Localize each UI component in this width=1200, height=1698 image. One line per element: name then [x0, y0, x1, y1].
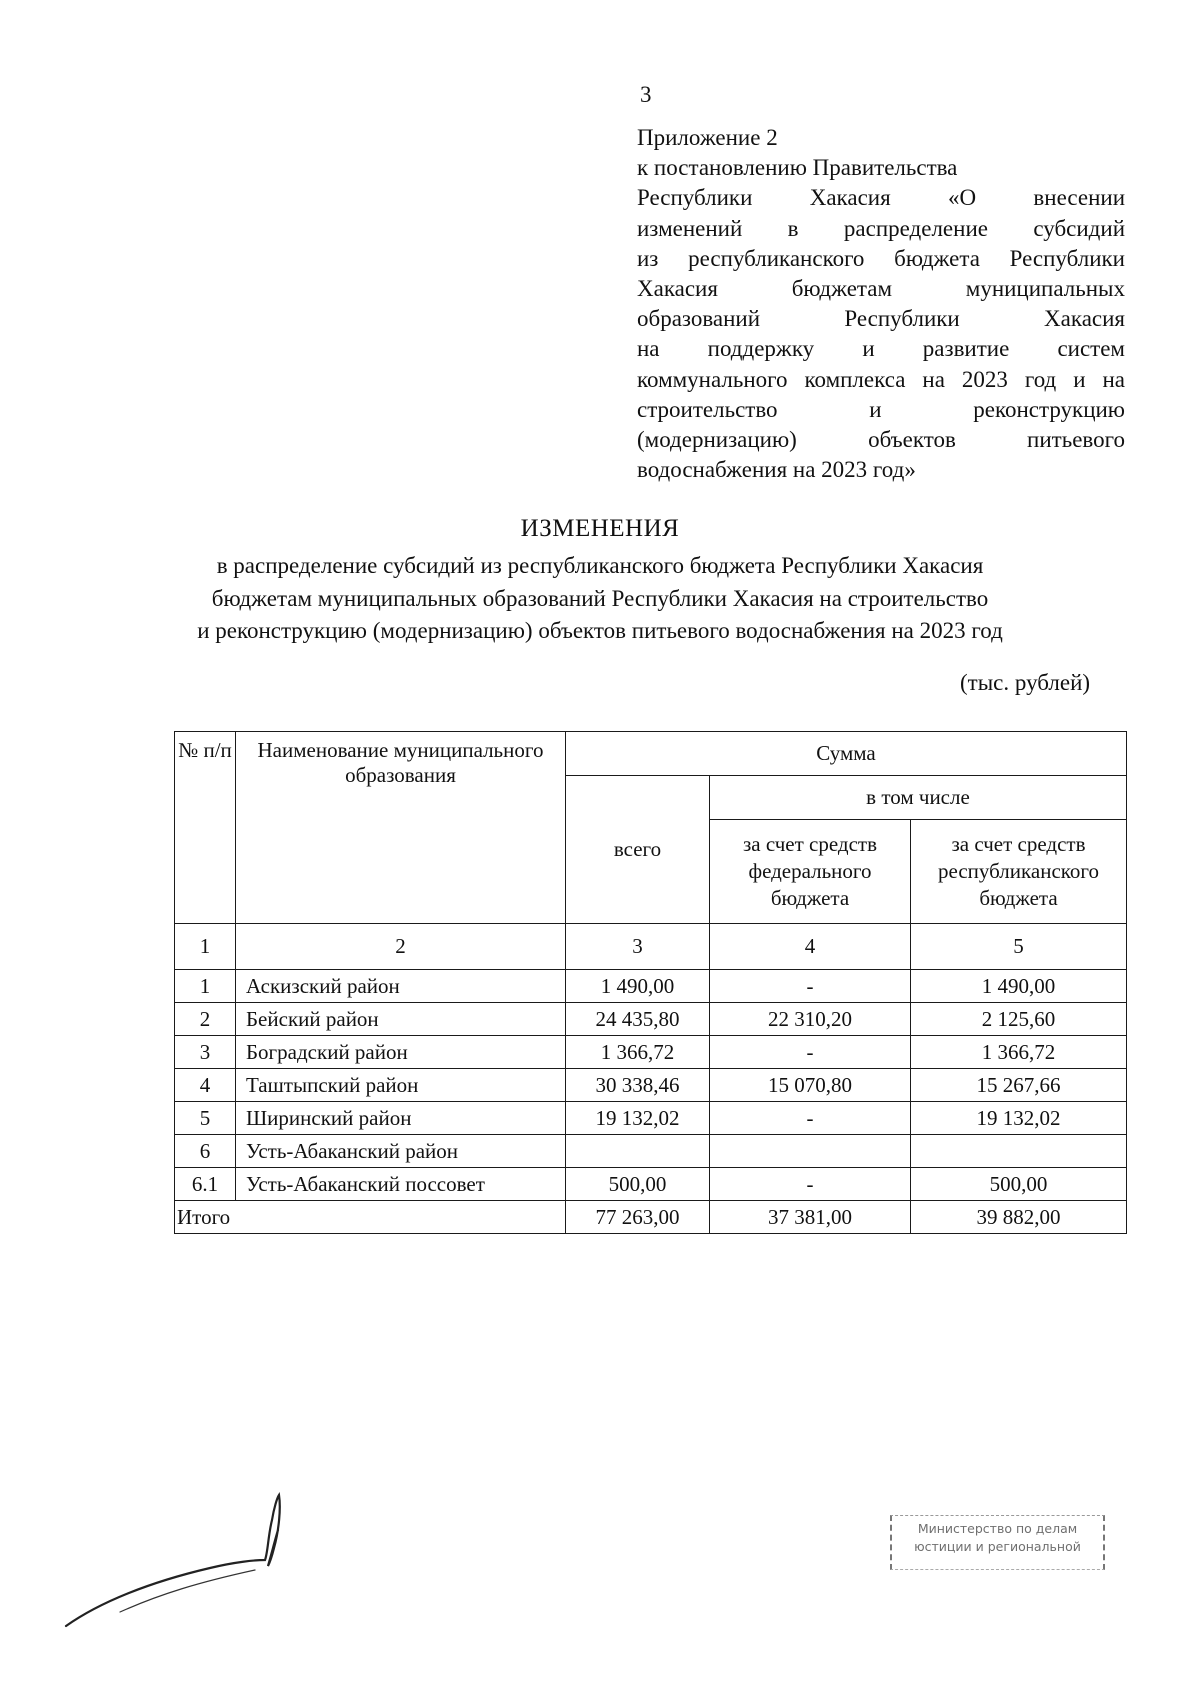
appendix-line: Хакасия бюджетам муниципальных — [637, 276, 1125, 302]
row-republican: 19 132,02 — [911, 1102, 1127, 1135]
signature-graphic — [60, 1490, 300, 1640]
row-federal: 22 310,20 — [710, 1003, 911, 1036]
appendix-line: изменений в распределение субсидий — [637, 215, 1125, 241]
row-name: Таштыпский район — [236, 1069, 566, 1102]
row-number: 4 — [175, 1069, 236, 1102]
registration-stamp — [890, 1515, 1105, 1570]
row-number: 2 — [175, 1003, 236, 1036]
totals-federal: 37 381,00 — [710, 1201, 911, 1234]
appendix-line: коммунального комплекса на 2023 год и на — [637, 366, 1125, 392]
table-row — [175, 1003, 1127, 1036]
row-number: 6 — [175, 1135, 236, 1168]
subtitle-line: в распределение субсидий из республиканского бюджета Республики Хакасия — [216, 553, 984, 578]
row-republican: 1 490,00 — [911, 970, 1127, 1003]
row-republican — [911, 1135, 1127, 1168]
header-total: всего — [566, 776, 710, 924]
row-number: 6.1 — [175, 1168, 236, 1201]
totals-total: 77 263,00 — [566, 1201, 710, 1234]
row-number: 5 — [175, 1102, 236, 1135]
appendix-line: Республики Хакасия «О внесении — [637, 185, 1125, 211]
header-sum: Сумма — [566, 732, 1127, 776]
row-total: 30 338,46 — [566, 1069, 710, 1102]
row-total: 19 132,02 — [566, 1102, 710, 1135]
row-federal: - — [710, 1168, 911, 1201]
header-number: № п/п — [175, 732, 236, 924]
document-subtitle — [0, 550, 1200, 648]
header-federal: за счет средств федерального бюджета — [710, 820, 911, 924]
row-federal: 15 070,80 — [710, 1069, 911, 1102]
header-including: в том числе — [710, 776, 1127, 820]
appendix-line: на поддержку и развитие систем — [637, 336, 1125, 362]
totals-row — [175, 1201, 1127, 1234]
row-name: Усть-Абаканский район — [236, 1135, 566, 1168]
row-name: Аскизский район — [236, 970, 566, 1003]
column-index: 4 — [710, 924, 911, 970]
units-label: (тыс. рублей) — [960, 670, 1091, 695]
subtitle-line: и реконструкцию (модернизацию) объектов питьевого водоснабжения на 2023 год — [197, 618, 1003, 643]
signature-stroke — [66, 1495, 280, 1626]
column-index: 2 — [236, 924, 566, 970]
table-row — [175, 1168, 1127, 1201]
signature-underline — [120, 1570, 255, 1612]
table-row — [175, 970, 1127, 1003]
appendix-line: (модернизацию) объектов питьевого — [637, 427, 1125, 453]
row-name: Бейский район — [236, 1003, 566, 1036]
row-republican: 2 125,60 — [911, 1003, 1127, 1036]
header-name: Наименование муниципального образования — [236, 732, 566, 924]
appendix-line: к постановлению Правительства — [637, 155, 958, 181]
row-total: 24 435,80 — [566, 1003, 710, 1036]
row-name: Усть-Абаканский поссовет — [236, 1168, 566, 1201]
totals-label: Итого — [175, 1201, 566, 1234]
table-row — [175, 1135, 1127, 1168]
row-federal: - — [710, 1102, 911, 1135]
column-index-row — [175, 924, 1127, 970]
stamp-line: Министерство по делам — [917, 1521, 1078, 1536]
row-total — [566, 1135, 710, 1168]
row-name: Боградский район — [236, 1036, 566, 1069]
row-number: 1 — [175, 970, 236, 1003]
stamp-line: юстиции и региональной — [914, 1539, 1081, 1554]
appendix-line: строительство и реконструкцию — [637, 396, 1125, 422]
appendix-line: водоснабжения на 2023 год» — [637, 457, 916, 483]
table-row — [175, 1036, 1127, 1069]
row-republican: 15 267,66 — [911, 1069, 1127, 1102]
row-name: Ширинский район — [236, 1102, 566, 1135]
row-federal: - — [710, 1036, 911, 1069]
subtitle-line: бюджетам муниципальных образований Республики Хакасия на строительство — [211, 585, 989, 611]
column-index: 5 — [911, 924, 1127, 970]
header-republican: за счет средств республиканского бюджета — [911, 820, 1127, 924]
row-number: 3 — [175, 1036, 236, 1069]
table-row — [175, 1102, 1127, 1135]
row-republican: 500,00 — [911, 1168, 1127, 1201]
appendix-line: образований Республики Хакасия — [637, 306, 1125, 332]
header-row — [175, 732, 1127, 776]
table-row — [175, 1069, 1127, 1102]
subsidy-table — [174, 731, 1127, 1234]
page-number: 3 — [640, 82, 652, 107]
row-total: 1 490,00 — [566, 970, 710, 1003]
row-federal — [710, 1135, 911, 1168]
row-total: 1 366,72 — [566, 1036, 710, 1069]
document-title: ИЗМЕНЕНИЯ — [520, 515, 680, 542]
appendix-line: Приложение 2 — [637, 125, 778, 150]
row-federal: - — [710, 970, 911, 1003]
row-total: 500,00 — [566, 1168, 710, 1201]
appendix-line: из республиканского бюджета Республики — [637, 245, 1125, 271]
column-index: 3 — [566, 924, 710, 970]
row-republican: 1 366,72 — [911, 1036, 1127, 1069]
column-index: 1 — [175, 924, 236, 970]
totals-republican: 39 882,00 — [911, 1201, 1127, 1234]
appendix-reference — [637, 123, 1125, 485]
